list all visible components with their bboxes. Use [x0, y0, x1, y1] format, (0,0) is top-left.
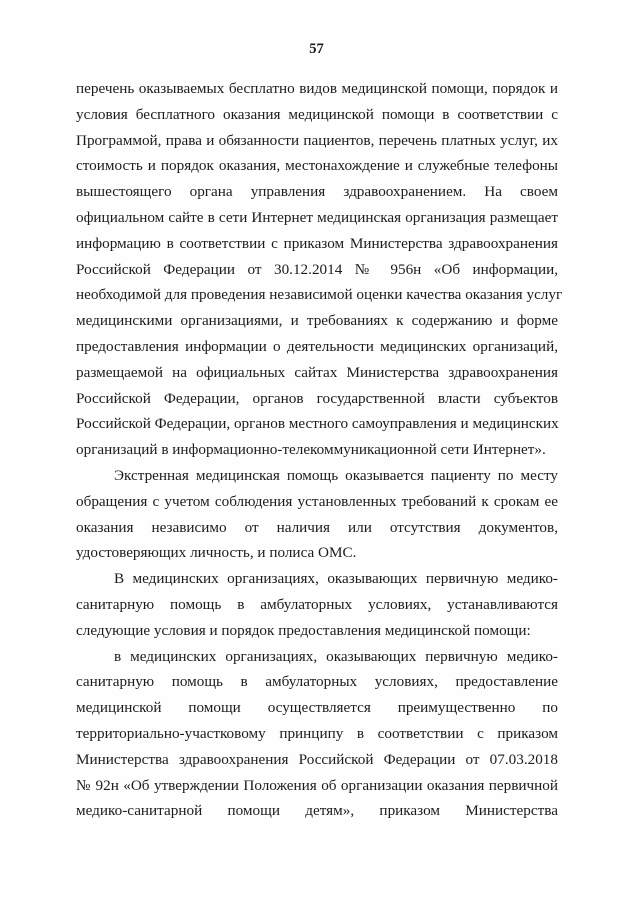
- paragraph-4: [76, 644, 558, 825]
- text-line: Российской Федерации, органов государственной власти субъектов: [76, 389, 558, 407]
- document-body: [76, 76, 563, 824]
- text-line: стоимость и порядок оказания, местонахождение и служебные телефоны: [76, 157, 558, 175]
- paragraph-2: [76, 463, 558, 566]
- text-line: Российской Федерации от 30.12.2014 № 956н «Об информации,: [76, 260, 558, 278]
- text-line: перечень оказываемых бесплатно видов медицинской помощи, порядок и: [76, 80, 558, 97]
- text-line: в медицинских организациях, оказывающих первичную медико-: [114, 647, 558, 665]
- text-line: информацию в соответствии с приказом Министерства здравоохранения: [76, 234, 558, 252]
- text-line: Министерства здравоохранения Российской Федерации от 07.03.2018: [76, 750, 558, 768]
- text-line: официальном сайте в сети Интернет медицинская организация размещает: [76, 208, 558, 226]
- text-line: организаций в информационно-телекоммуникационной сети Интернет».: [76, 441, 546, 459]
- text-line: необходимой для проведения независимой оценки качества оказания услуг: [76, 286, 563, 304]
- text-line: обращения с учетом соблюдения установленных требований к срокам ее: [76, 492, 558, 510]
- text-line: медицинской помощи осуществляется преимущественно по: [76, 699, 558, 717]
- page-number: 57: [309, 41, 324, 57]
- text-line: медико-санитарной помощи детям», приказом Министерства: [76, 802, 558, 820]
- text-line: условия бесплатного оказания медицинской помощи в соответствии с: [76, 105, 558, 123]
- paragraph-1: [76, 76, 563, 463]
- text-line: санитарную помощь в амбулаторных условиях, предоставление: [76, 673, 558, 691]
- text-line: Экстренная медицинская помощь оказывается пациенту по месту: [114, 466, 558, 484]
- text-line: санитарную помощь в амбулаторных условиях, устанавливаются: [76, 595, 558, 613]
- text-line: размещаемой на официальных сайтах Министерства здравоохранения: [76, 363, 558, 381]
- text-line: предоставления информации о деятельности медицинских организаций,: [76, 337, 558, 355]
- text-line: № 92н «Об утверждении Положения об организации оказания первичной: [76, 776, 558, 794]
- text-line: медицинскими организациями, и требованиях к содержанию и форме: [76, 312, 558, 330]
- text-line: Программой, права и обязанности пациентов, перечень платных услуг, их: [76, 131, 558, 149]
- text-line: оказания независимо от наличия или отсутствия документов,: [76, 518, 558, 536]
- text-line: Российской Федерации, органов местного самоуправления и медицинских: [76, 415, 559, 433]
- paragraph-3: [76, 566, 558, 643]
- text-line: вышестоящего органа управления здравоохранением. На своем: [76, 183, 558, 201]
- text-line: В медицинских организациях, оказывающих первичную медико-: [114, 570, 558, 588]
- text-line: территориально-участковому принципу в соответствии с приказом: [76, 724, 558, 742]
- text-line: удостоверяющих личность, и полиса ОМС.: [76, 544, 357, 562]
- text-line: следующие условия и порядок предоставления медицинской помощи:: [76, 621, 531, 639]
